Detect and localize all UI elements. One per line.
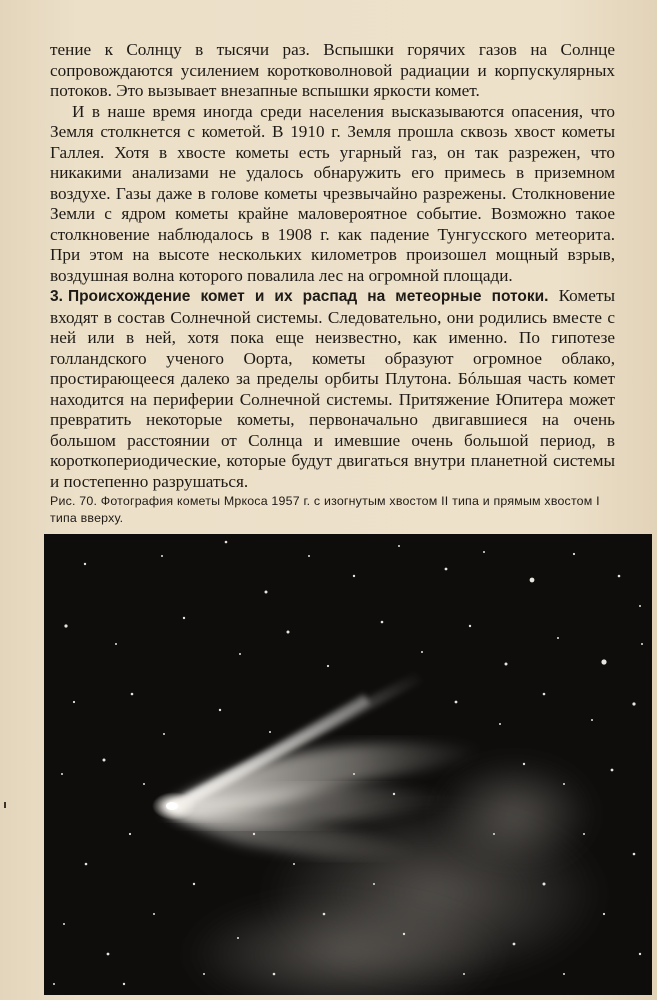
margin-mark <box>4 802 6 808</box>
figure-caption: Рис. 70. Фотография кометы Мркоса 1957 г. с изогнутым хвостом II типа и прямым хвостом I типа вверху. <box>50 494 600 525</box>
section-heading: Происхождение комет и их распад на метеорные потоки. <box>67 288 549 305</box>
paragraph-solar-flares: тение к Солнцу в тысячи раз. Вспышки горячих газов на Солнце сопровождаются усилением коротковолновой радиации и корпускулярных потоков. Это вызывает внезапные вспышки яркости комет. <box>50 40 615 100</box>
comet-photo-illustration <box>44 534 652 995</box>
section-3 <box>50 286 615 492</box>
comet-photograph <box>44 534 652 995</box>
section-number: 3. <box>50 288 63 305</box>
milky-way-haze-upper <box>434 759 594 869</box>
body-text <box>50 40 615 492</box>
paragraph-earth-comet-collision: И в наше время иногда среди населения высказываются опасения, что Земля столкнется с кометой. В 1910 г. Земля прошла сквозь хвост кометы Галлея. Хотя в хвосте кометы есть угарный газ, он так разрежен, что никакими анализами не удалось обнаружить его примесь в приземном воздухе. Газы даже в голове кометы чрезвычайно разрежены. Столкновение Земли с ядром кометы крайне маловероятное событие. Возможно такое столкновение наблюдалось в 1908 г. как падение Тунгусского метеорита. При этом на высоте нескольких километров произошел мощный взрыв, воздушная волна которого повалила лес на огромной площади. <box>50 101 615 285</box>
section-text: Кометы входят в состав Солнечной системы. Следовательно, они родились вместе с ней или в ней, хотя пока еще неизвестно, как именно. По гипотезе голландского ученого Оорта, кометы образуют огромное облако, простирающееся далеко за пределы орбиты Плутона. Бóльшая часть комет находится на периферии Солнечной системы. Притяжение Юпитера может превратить некоторые кометы, первоначально двигавшиеся на очень большом расстоянии от Солнца и имевшие очень большой период, в короткопериодические, которые будут двигаться внутри планетной системы и постепенно разрушаться. <box>50 286 616 491</box>
